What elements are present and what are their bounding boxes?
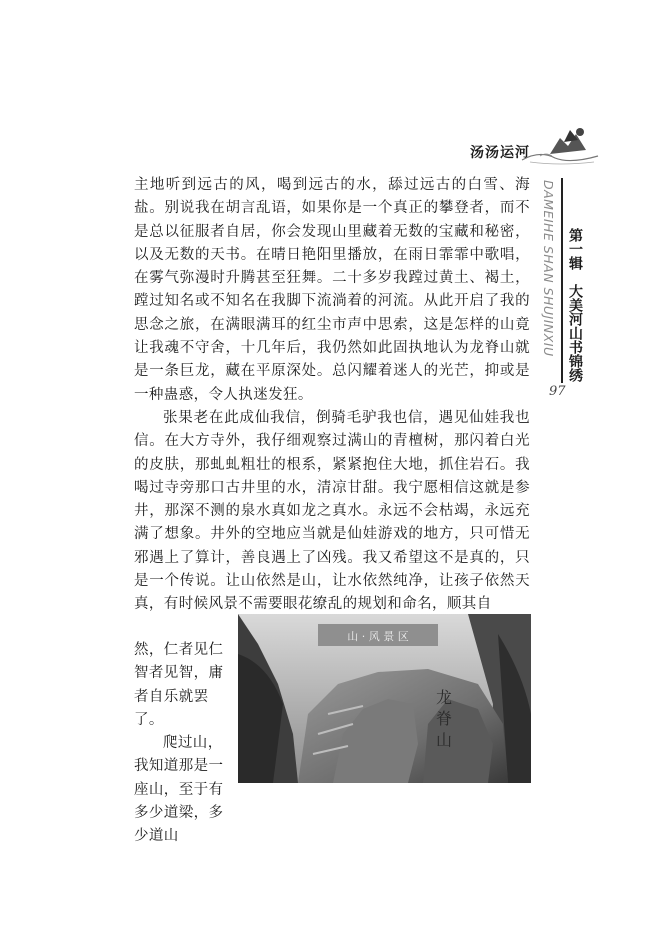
wrap-paragraph-2: 爬过山，我知道那是一座山，至于有多少道梁，多少道山 [134,735,224,845]
series-pinyin: DAMEIHE SHAN SHUJINXIU [541,180,556,357]
wrap-paragraph-1: 然，仁者见仁智者见智，庸者自乐就罢了。 [134,642,224,728]
mountain-rock-photo [238,614,531,783]
running-header-title: 汤汤运河 [470,145,530,161]
sidebar-rule [561,178,563,383]
main-body-text [134,174,530,617]
wrapped-text-column [134,639,232,849]
paragraph-1: 主地听到远古的风，喝到远古的水，舔过远古的白雪、海盐。别说我在胡言乱语，如果你是一个真正的攀登者，而不是总以征服者自居，你会发现山里藏着无数的宝藏和秘密，以及无数的天书。在晴日艳阳里播放，在雨日霏霏中歌唱，在雾气弥漫时升腾甚至狂舞。二十多岁我蹚过黄土、褐土，蹚过知名或不知名在我脚下流淌着的河流。从此开启了我的思念之旅，在满眼满耳的红尘市声中思索，这是怎样的山竟让我魂不守舍，十几年后，我仍然如此固执地认为龙脊山就是一条巨龙，藏在平原深处。总闪耀着迷人的光芒，抑或是一种蛊惑，令人执迷发狂。 [134,177,530,403]
series-title-block [565,228,585,382]
paragraph-2: 张果老在此成仙我信，倒骑毛驴我也信，遇见仙娃我也信。在大方寺外，我仔细观察过满山的青檀树，那闪着白光的皮肤，那虬虬粗壮的根系，紧紧抱住大地，抓住岩石。我喝过寺旁那口古井里的水，清凉甘甜。我宁愿相信这就是参井，那深不测的泉水真如龙之真水。永远不会枯竭，永远充满了想象。井外的空地应当就是仙娃游戏的地方，只可惜无邪遇上了算计，善良遇上了凶残。我又希望这不是真的，只是一个传说。让山依然是山，让水依然纯净，让孩子依然天真，有时候风景不需要眼花缭乱的规划和命名，顺其自 [134,409,530,613]
series-label: 第一辑 [567,228,583,270]
page-number: 97 [549,384,566,399]
series-title: 大美河山书锦绣 [567,284,583,382]
rock-inscription: 龙 脊 山 [433,689,453,748]
landscape-ink-icon [520,120,600,168]
scenic-area-sign: 山 · 风 景 区 [347,630,409,643]
